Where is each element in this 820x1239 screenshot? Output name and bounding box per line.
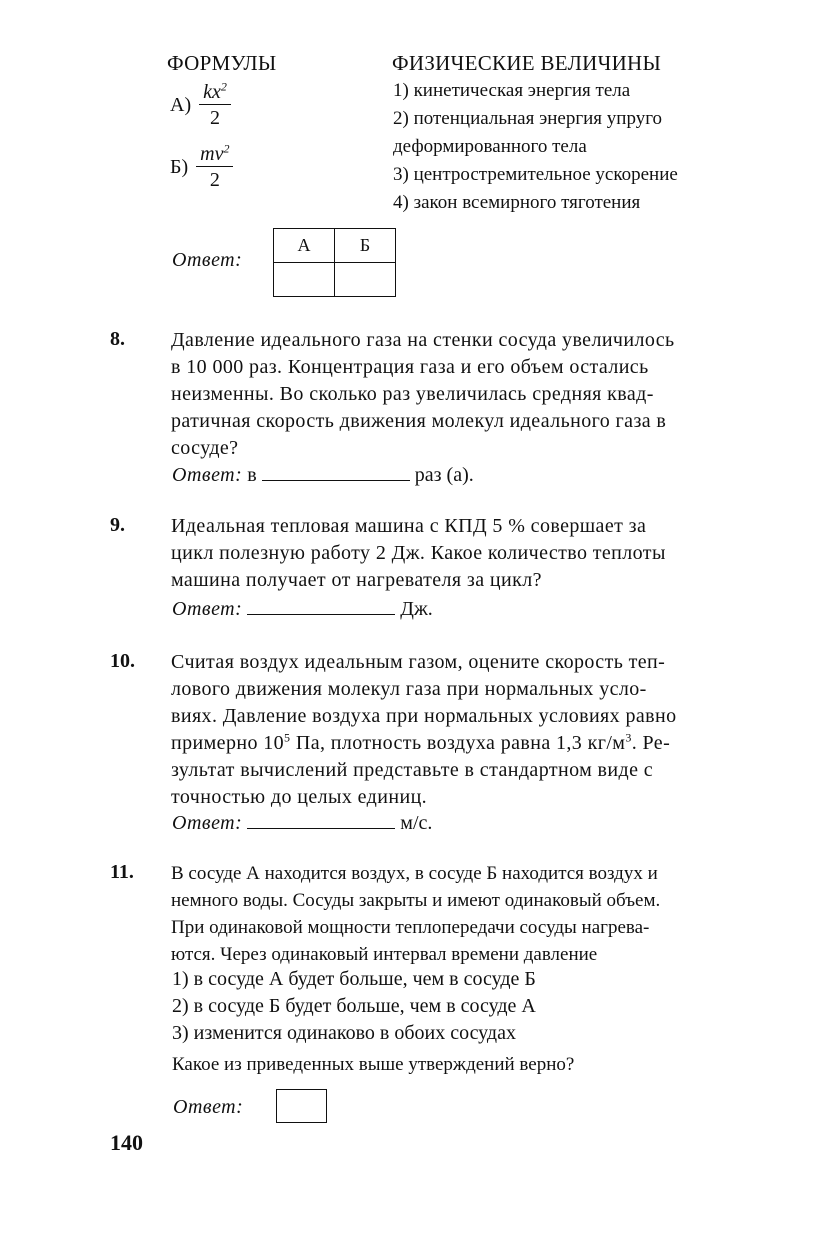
task-11-line: В сосуде А находится воздух, в сосуде Б находится воздух и xyxy=(171,863,658,884)
answer-cell-b[interactable] xyxy=(335,263,396,297)
answer-col-b: Б xyxy=(335,229,396,263)
formula-b-label: Б) xyxy=(170,156,189,178)
task-11-option-3: 3) изменится одинаково в обоих сосудах xyxy=(172,1022,516,1044)
task-8-answer-prefix: в xyxy=(247,464,257,486)
task-8-line: в 10 000 раз. Концентрация газа и его объем остались xyxy=(171,356,649,378)
task-8-answer-unit: раз (а). xyxy=(414,464,474,486)
quantity-3: 3) центростремительное ускорение xyxy=(393,164,678,185)
formula-a-denominator: 2 xyxy=(209,107,220,129)
task-11-answer-box[interactable] xyxy=(276,1089,327,1123)
answer-cell-a[interactable] xyxy=(274,263,335,297)
task-10-text-fragment: примерно 10 xyxy=(171,732,285,754)
task-9-line: Идеальная тепловая машина с КПД 5 % совершает за xyxy=(171,515,647,537)
formula-b xyxy=(170,142,233,193)
task-11-question: Какое из приведенных выше утверждений верно? xyxy=(172,1054,575,1075)
task-9-line: цикл полезную работу 2 Дж. Какое количество теплоты xyxy=(171,542,666,564)
task-10-text-fragment: Па, плотность воздуха равна 1,3 кг/м xyxy=(290,732,626,754)
task-10-exponent: 3 xyxy=(625,730,632,745)
matching-answer-label: Ответ: xyxy=(172,249,243,271)
task-10-answer-blank[interactable] xyxy=(247,810,395,829)
task-9-answer-blank[interactable] xyxy=(247,596,395,615)
formula-b-power: 2 xyxy=(223,141,230,156)
task-8-line: Давление идеального газа на стенки сосуда увеличилось xyxy=(171,329,675,351)
task-11-line: При одинаковой мощности теплопередачи сосуды нагрева- xyxy=(171,917,650,938)
quantities-header: ФИЗИЧЕСКИЕ ВЕЛИЧИНЫ xyxy=(392,51,662,75)
task-8-answer-label: Ответ: xyxy=(172,464,243,486)
task-10-line xyxy=(171,730,794,757)
formulas-header: ФОРМУЛЫ xyxy=(167,51,277,75)
task-10-line: Считая воздух идеальным газом, оцените скорость теп- xyxy=(171,651,666,673)
task-11-option-1: 1) в сосуде А будет больше, чем в сосуде Б xyxy=(172,968,536,990)
formula-a-numerator: kx xyxy=(203,81,221,103)
task-9-answer-unit: Дж. xyxy=(400,598,433,620)
task-9-answer-label: Ответ: xyxy=(172,598,243,620)
formula-a xyxy=(170,80,231,131)
task-11-line: ются. Через одинаковый интервал времени давление xyxy=(171,944,598,965)
task-8-line: неизменны. Во сколько раз увеличилась средняя квад- xyxy=(171,383,654,405)
task-9-number: 9. xyxy=(110,514,125,536)
page-number: 140 xyxy=(110,1130,143,1155)
matching-answer-table xyxy=(273,228,396,297)
formula-a-label: А) xyxy=(170,94,192,116)
task-8-text xyxy=(171,327,794,462)
formula-b-denominator: 2 xyxy=(209,169,220,191)
task-9-answer xyxy=(172,596,433,621)
task-10-line: виях. Давление воздуха при нормальных условиях равно xyxy=(171,705,677,727)
task-10-line: зультат вычислений представьте в стандартном виде с xyxy=(171,759,654,781)
task-10-answer-unit: м/с. xyxy=(400,812,433,834)
task-9-line: машина получает от нагревателя за цикл? xyxy=(171,569,542,591)
task-11-option-2: 2) в сосуде Б будет больше, чем в сосуде А xyxy=(172,995,536,1017)
task-11-number: 11. xyxy=(110,861,134,883)
quantity-4: 4) закон всемирного тяготения xyxy=(393,192,641,213)
task-8-number: 8. xyxy=(110,328,125,350)
task-10-exponent: 5 xyxy=(284,730,291,745)
formula-a-power: 2 xyxy=(220,79,227,94)
task-10-text-fragment: . Ре- xyxy=(631,732,671,754)
answer-col-a: А xyxy=(274,229,335,263)
task-8-line: ратичная скорость движения молекул идеального газа в xyxy=(171,410,667,432)
task-11-options xyxy=(172,966,536,1047)
task-8-line: сосуде? xyxy=(171,437,239,459)
quantity-2: 2) потенциальная энергия упруго xyxy=(393,108,663,129)
formula-b-numerator: mv xyxy=(200,143,224,165)
task-10-line: лового движения молекул газа при нормальных усло- xyxy=(171,678,647,700)
task-8-answer xyxy=(172,462,474,487)
quantity-1: 1) кинетическая энергия тела xyxy=(393,80,631,101)
formula-a-fraction xyxy=(199,80,231,131)
task-10-answer-label: Ответ: xyxy=(172,812,243,834)
task-9-text xyxy=(171,513,794,594)
task-10-text xyxy=(171,649,794,811)
task-10-line: точностью до целых единиц. xyxy=(171,786,428,808)
task-11-line: немного воды. Сосуды закрыты и имеют одинаковый объем. xyxy=(171,890,661,911)
task-8-answer-blank[interactable] xyxy=(262,462,410,481)
task-11-answer-label: Ответ: xyxy=(173,1096,244,1118)
task-10-answer xyxy=(172,810,432,835)
quantity-2-cont: деформированного тела xyxy=(393,136,587,157)
formula-b-fraction xyxy=(196,142,233,193)
task-11-text xyxy=(171,860,794,968)
task-10-number: 10. xyxy=(110,650,135,672)
